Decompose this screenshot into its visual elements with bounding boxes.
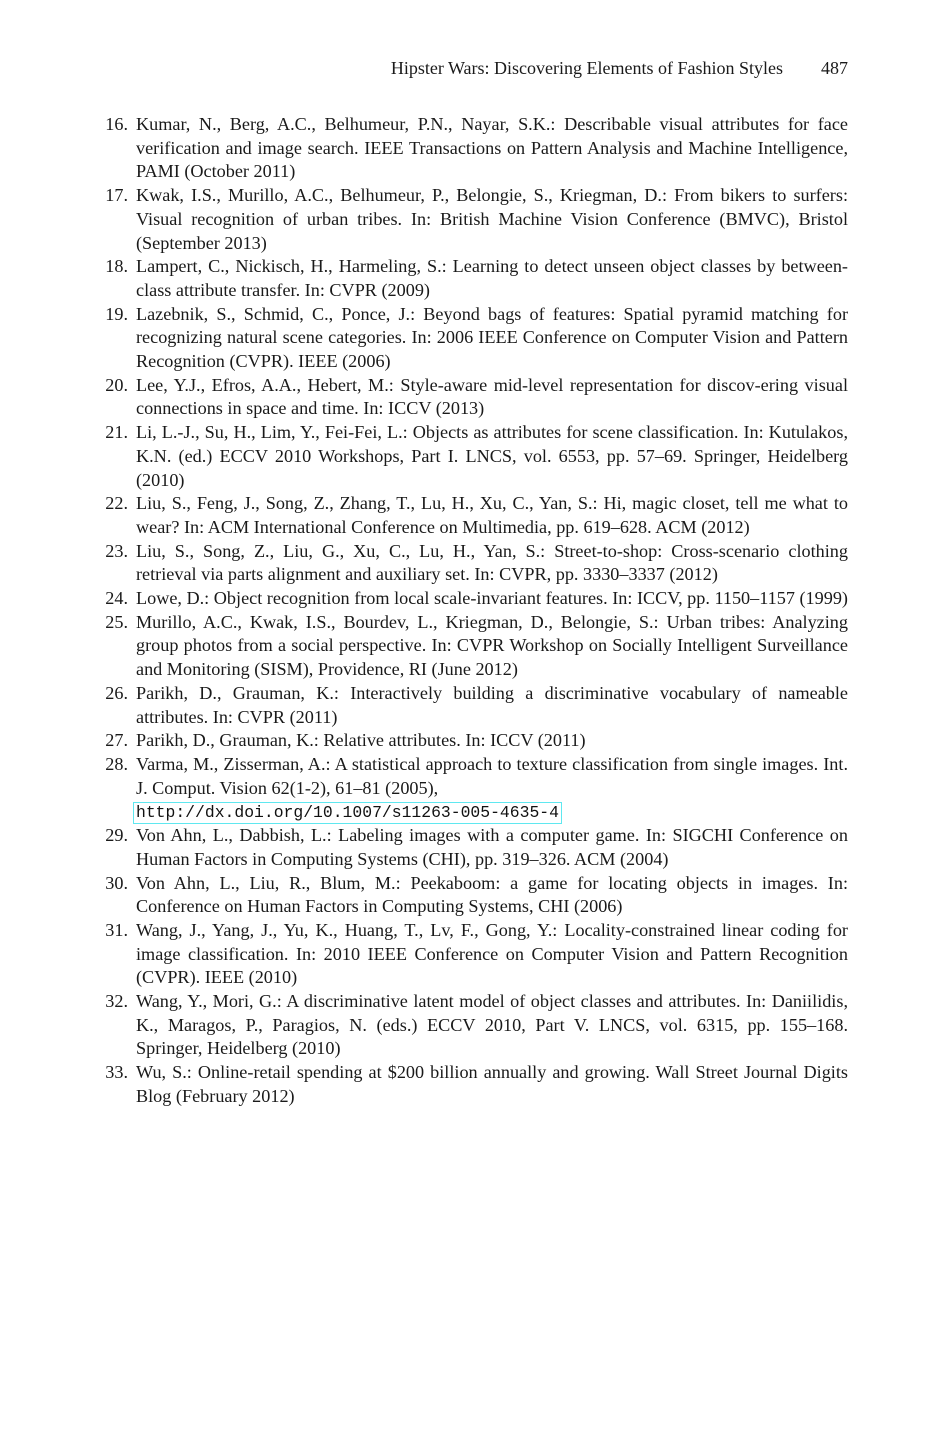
reference-number: 20. xyxy=(105,374,128,395)
reference-item xyxy=(100,753,848,824)
reference-number: 28. xyxy=(105,753,128,774)
reference-text: Wang, J., Yang, J., Yu, K., Huang, T., Lv, F., Gong, Y.: Locality-constrained linear coding for image classification. In: 2010 IEEE Conference on Computer Vision and Pattern Recognition (CVPR). IEEE (2010) xyxy=(136,919,848,988)
reference-text: Murillo, A.C., Kwak, I.S., Bourdev, L., Kriegman, D., Belongie, S.: Urban tribes: Analyzing group photos from a social perspective. In: CVPR Workshop on Socially Intelligent Surveillance and Monitoring (SISM), Providence, RI (June 2012) xyxy=(136,611,848,680)
reference-text: Liu, S., Feng, J., Song, Z., Zhang, T., Lu, H., Xu, C., Yan, S.: Hi, magic closet, tell me what to wear? In: ACM International Conference on Multimedia, pp. 619–628. ACM (2012) xyxy=(136,493,848,537)
reference-item xyxy=(100,421,848,492)
reference-text: Wu, S.: Online-retail spending at $200 billion annually and growing. Wall Street Journal Digits Blog (February 2012) xyxy=(136,1062,848,1106)
reference-number: 31. xyxy=(105,919,128,940)
reference-number: 18. xyxy=(105,256,128,277)
reference-number: 24. xyxy=(105,588,128,609)
reference-list xyxy=(100,113,848,1109)
reference-item xyxy=(100,492,848,539)
reference-text: Wang, Y., Mori, G.: A discriminative latent model of object classes and attributes. In: Daniilidis, K., Maragos, P., Paragios, N. (eds.) ECCV 2010, Part V. LNCS, vol. 6315, pp. 155–168. Springer, Heidelberg (2010) xyxy=(136,991,848,1059)
reference-text: Lazebnik, S., Schmid, C., Ponce, J.: Beyond bags of features: Spatial pyramid matching for recognizing natural scene categories. In: 2006 IEEE Conference on Computer Vision and Pattern Recognition (CVPR). IEEE (2006) xyxy=(136,303,848,372)
reference-number: 23. xyxy=(105,540,128,561)
reference-item xyxy=(100,255,848,302)
reference-number: 32. xyxy=(105,991,128,1012)
reference-number: 19. xyxy=(105,303,128,324)
reference-number: 17. xyxy=(105,185,128,206)
reference-text: Lee, Y.J., Efros, A.A., Hebert, M.: Style-aware mid-level representation for discov-ering visual connections in space and time. In: ICCV (2013) xyxy=(136,374,848,419)
reference-item xyxy=(100,587,848,611)
reference-item xyxy=(100,611,848,682)
reference-item xyxy=(100,919,848,990)
reference-text: Liu, S., Song, Z., Liu, G., Xu, C., Lu, H., Yan, S.: Street-to-shop: Cross-scenario clothing retrieval via parts alignment and auxiliary set. In: CVPR, pp. 3330–3337 (2012) xyxy=(136,540,848,585)
reference-item xyxy=(100,682,848,729)
reference-text: Parikh, D., Grauman, K.: Interactively building a discriminative vocabulary of nameable attributes. In: CVPR (2011) xyxy=(136,682,848,727)
reference-item xyxy=(100,184,848,255)
reference-item xyxy=(100,374,848,421)
running-title: Hipster Wars: Discovering Elements of Fashion Styles xyxy=(390,58,783,78)
doi-link[interactable]: http://dx.doi.org/10.1007/s11263-005-4635-4 xyxy=(136,803,559,823)
page-number: 487 xyxy=(821,58,848,78)
reference-text: Lowe, D.: Object recognition from local scale-invariant features. In: ICCV, pp. 1150–1157 (1999) xyxy=(136,588,848,609)
reference-item xyxy=(100,990,848,1061)
reference-text: Lampert, C., Nickisch, H., Harmeling, S.: Learning to detect unseen object classes by between-class attribute transfer. In: CVPR (2009) xyxy=(136,256,848,300)
reference-number: 27. xyxy=(105,730,128,751)
reference-text: Kumar, N., Berg, A.C., Belhumeur, P.N., Nayar, S.K.: Describable visual attributes for face verification and image search. IEEE Transactions on Pattern Analysis and Machine Intelligence, PAMI (October 2011) xyxy=(136,114,848,182)
reference-item xyxy=(100,729,848,753)
reference-number: 22. xyxy=(105,493,128,514)
reference-number: 26. xyxy=(105,682,128,703)
reference-item xyxy=(100,303,848,374)
reference-number: 33. xyxy=(105,1062,128,1083)
reference-text: Von Ahn, L., Liu, R., Blum, M.: Peekaboom: a game for locating objects in images. In: Conference on Human Factors in Computing Systems, CHI (2006) xyxy=(136,872,848,917)
reference-text: Kwak, I.S., Murillo, A.C., Belhumeur, P., Belongie, S., Kriegman, D.: From bikers to surfers: Visual recognition of urban tribes. In: British Machine Vision Conference (BMVC), Bristol (September 2013) xyxy=(136,185,848,253)
reference-number: 30. xyxy=(105,872,128,893)
reference-number: 25. xyxy=(105,611,128,632)
reference-text: Varma, M., Zisserman, A.: A statistical approach to texture classification from single images. Int. J. Comput. Vision 62(1-2), 61–81 (2005), xyxy=(136,753,848,798)
reference-text: Li, L.-J., Su, H., Lim, Y., Fei-Fei, L.: Objects as attributes for scene classification. In: Kutulakos, K.N. (ed.) ECCV 2010 Workshops, Part I. LNCS, vol. 6553, pp. 57–69. Springer, Heidelberg (2010) xyxy=(136,422,848,490)
reference-item xyxy=(100,1061,848,1108)
reference-item xyxy=(100,113,848,184)
running-head xyxy=(100,56,848,80)
reference-item xyxy=(100,540,848,587)
reference-text: Von Ahn, L., Dabbish, L.: Labeling images with a computer game. In: SIGCHI Conference on Human Factors in Computing Systems (CHI), pp. 319–326. ACM (2004) xyxy=(136,825,848,869)
reference-item xyxy=(100,872,848,919)
reference-item xyxy=(100,824,848,871)
reference-number: 29. xyxy=(105,825,128,846)
reference-number: 16. xyxy=(105,114,128,134)
reference-number: 21. xyxy=(105,422,128,443)
reference-text: Parikh, D., Grauman, K.: Relative attributes. In: ICCV (2011) xyxy=(136,730,586,751)
